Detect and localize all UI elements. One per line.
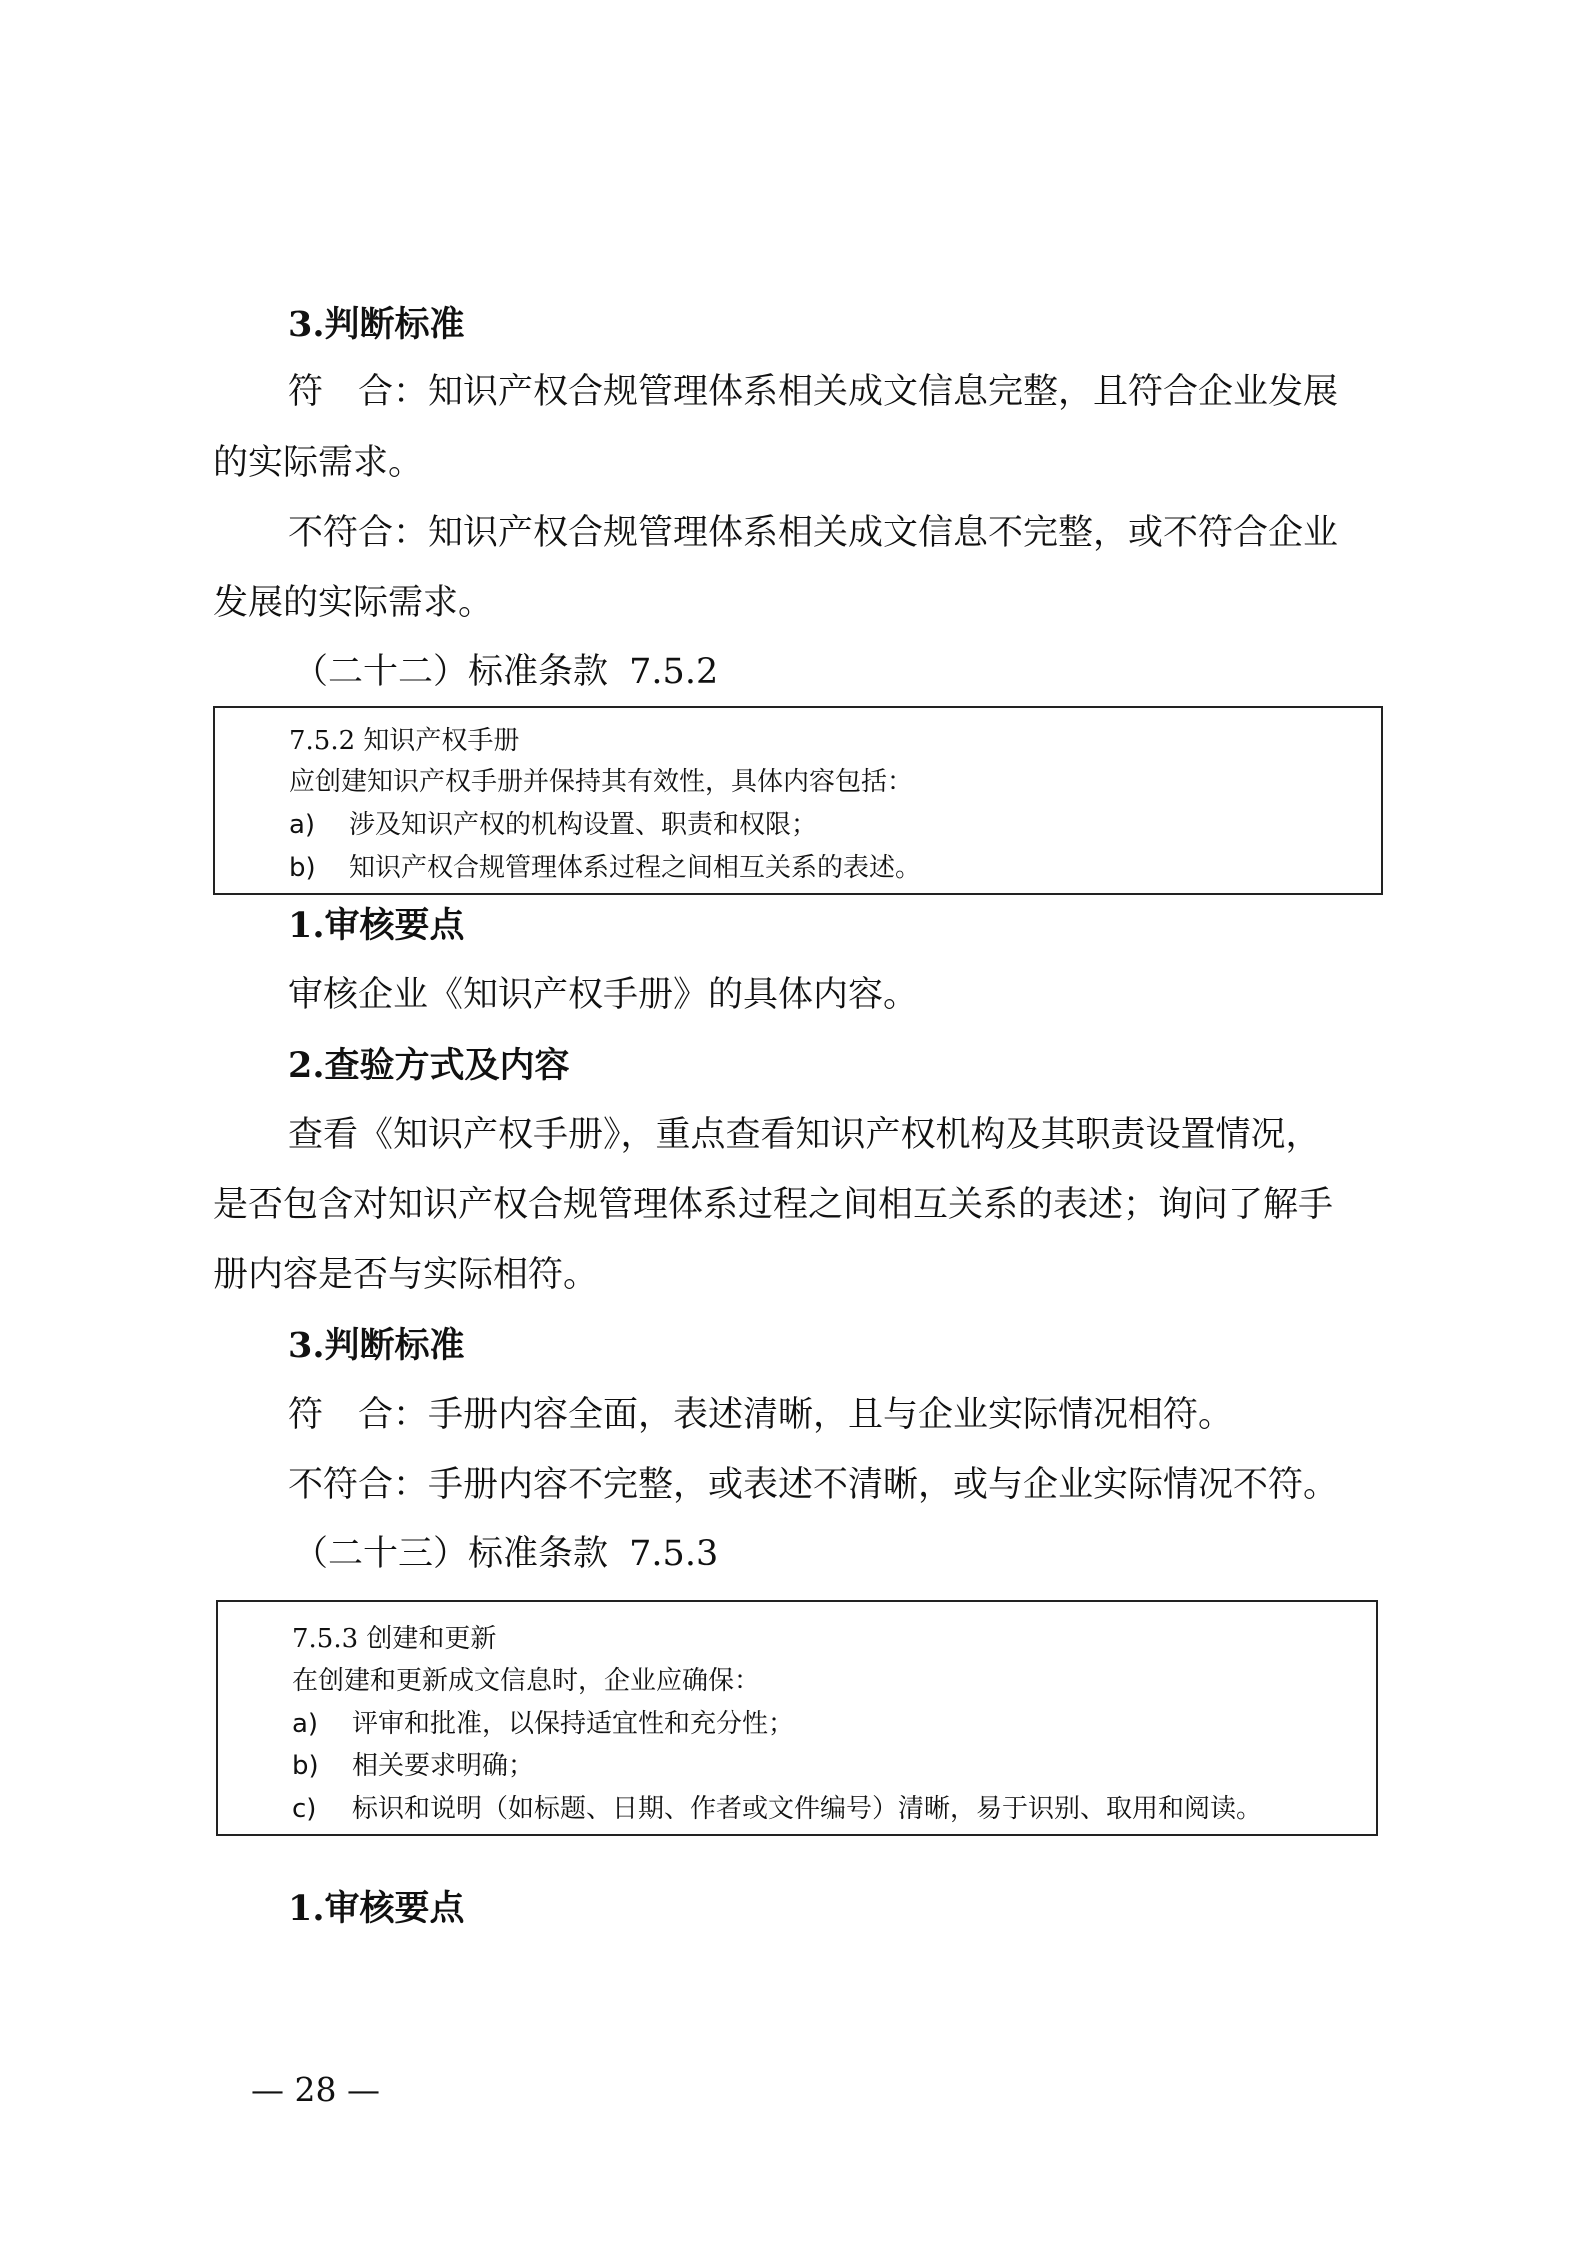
heading-text: 判断标准 bbox=[324, 305, 465, 345]
box-23-item-b bbox=[292, 1753, 534, 1779]
box-23-num: 7.5.3 bbox=[292, 1624, 359, 1654]
clause-22-judge-conform: 符 合：手册内容全面，表述清晰，且与企业实际情况相符。 bbox=[288, 1395, 1234, 1435]
clause-22-audit-heading bbox=[288, 905, 465, 946]
box-22-title: 知识产权手册 bbox=[363, 726, 520, 756]
clause-23-number: 7.5.3 bbox=[629, 1534, 719, 1574]
heading-number: 3. bbox=[288, 1325, 325, 1366]
clause-22-standard-box bbox=[213, 706, 1383, 895]
box-23-intro: 在创建和更新成文信息时，企业应确保： bbox=[292, 1666, 761, 1696]
clause-22-check-line-3: 册内容是否与实际相符。 bbox=[213, 1255, 599, 1295]
heading-text: 审核要点 bbox=[324, 906, 465, 946]
item-text: 标识和说明（如标题、日期、作者或文件编号）清晰，易于识别、取用和阅读。 bbox=[352, 1794, 1263, 1824]
heading-text: 审核要点 bbox=[324, 1889, 465, 1929]
item-marker: a) bbox=[292, 1709, 319, 1739]
clause-22-number: 7.5.2 bbox=[629, 652, 719, 692]
clause-22-check-heading bbox=[288, 1045, 570, 1086]
clause-22-check-line-2: 是否包含对知识产权合规管理体系过程之间相互关系的表述；询问了解手 bbox=[213, 1185, 1334, 1225]
clause-22-audit-text: 审核企业《知识产权手册》的具体内容。 bbox=[288, 975, 919, 1015]
heading-number: 1. bbox=[288, 1888, 325, 1929]
clause-23-title-text: （二十三）标准条款 bbox=[293, 1534, 609, 1574]
clause-22-check-line-1: 查看《知识产权手册》，重点查看知识产权机构及其职责设置情况， bbox=[288, 1115, 1321, 1155]
clause-23-title bbox=[293, 1534, 719, 1574]
box-23-title: 创建和更新 bbox=[366, 1624, 497, 1654]
conform-text-1: 知识产权合规管理体系相关成文信息完整，且符合企业发展 bbox=[428, 372, 1339, 412]
box-22-num: 7.5.2 bbox=[289, 726, 356, 756]
box-23-item-a bbox=[292, 1711, 794, 1737]
heading-number: 3. bbox=[288, 304, 325, 345]
clause-22-judge-heading bbox=[288, 1325, 465, 1366]
section-heading-judgment bbox=[288, 304, 465, 345]
item-marker: c) bbox=[292, 1794, 317, 1824]
heading-text: 查验方式及内容 bbox=[324, 1046, 570, 1086]
box-22-item-a bbox=[289, 812, 817, 838]
box-22-item-b bbox=[289, 855, 921, 881]
nonconform-line-2: 发展的实际需求。 bbox=[213, 583, 494, 623]
item-text: 涉及知识产权的机构设置、职责和权限； bbox=[349, 810, 818, 840]
conform-label: 符 合： bbox=[288, 372, 429, 412]
clause-23-audit-heading bbox=[288, 1888, 465, 1929]
heading-number: 2. bbox=[288, 1045, 325, 1086]
item-marker: b) bbox=[292, 1751, 319, 1781]
box-22-heading bbox=[289, 728, 519, 754]
clause-22-title bbox=[293, 652, 719, 692]
box-23-heading bbox=[292, 1626, 496, 1652]
heading-text: 判断标准 bbox=[324, 1326, 465, 1366]
clause-22-judge-nonconform: 不符合：手册内容不完整，或表述不清晰，或与企业实际情况不符。 bbox=[288, 1465, 1339, 1505]
item-marker: b) bbox=[289, 853, 316, 883]
conform-line-1 bbox=[288, 372, 1339, 412]
clause-23-standard-box bbox=[216, 1600, 1378, 1836]
box-22-intro: 应创建知识产权手册并保持其有效性，具体内容包括： bbox=[289, 767, 914, 797]
page-number: — 28 — bbox=[251, 2070, 380, 2109]
item-text: 知识产权合规管理体系过程之间相互关系的表述。 bbox=[349, 853, 922, 883]
item-text: 评审和批准，以保持适宜性和充分性； bbox=[352, 1709, 795, 1739]
nonconform-label: 不符合： bbox=[288, 513, 429, 553]
nonconform-text-1: 知识产权合规管理体系相关成文信息不完整，或不符合企业 bbox=[428, 513, 1339, 553]
item-marker: a) bbox=[289, 810, 316, 840]
nonconform-line-1 bbox=[288, 513, 1339, 553]
conform-line-2: 的实际需求。 bbox=[213, 443, 424, 483]
box-23-item-c bbox=[292, 1796, 1262, 1822]
heading-number: 1. bbox=[288, 905, 325, 946]
clause-22-title-text: （二十二）标准条款 bbox=[293, 652, 609, 692]
item-text: 相关要求明确； bbox=[352, 1751, 535, 1781]
